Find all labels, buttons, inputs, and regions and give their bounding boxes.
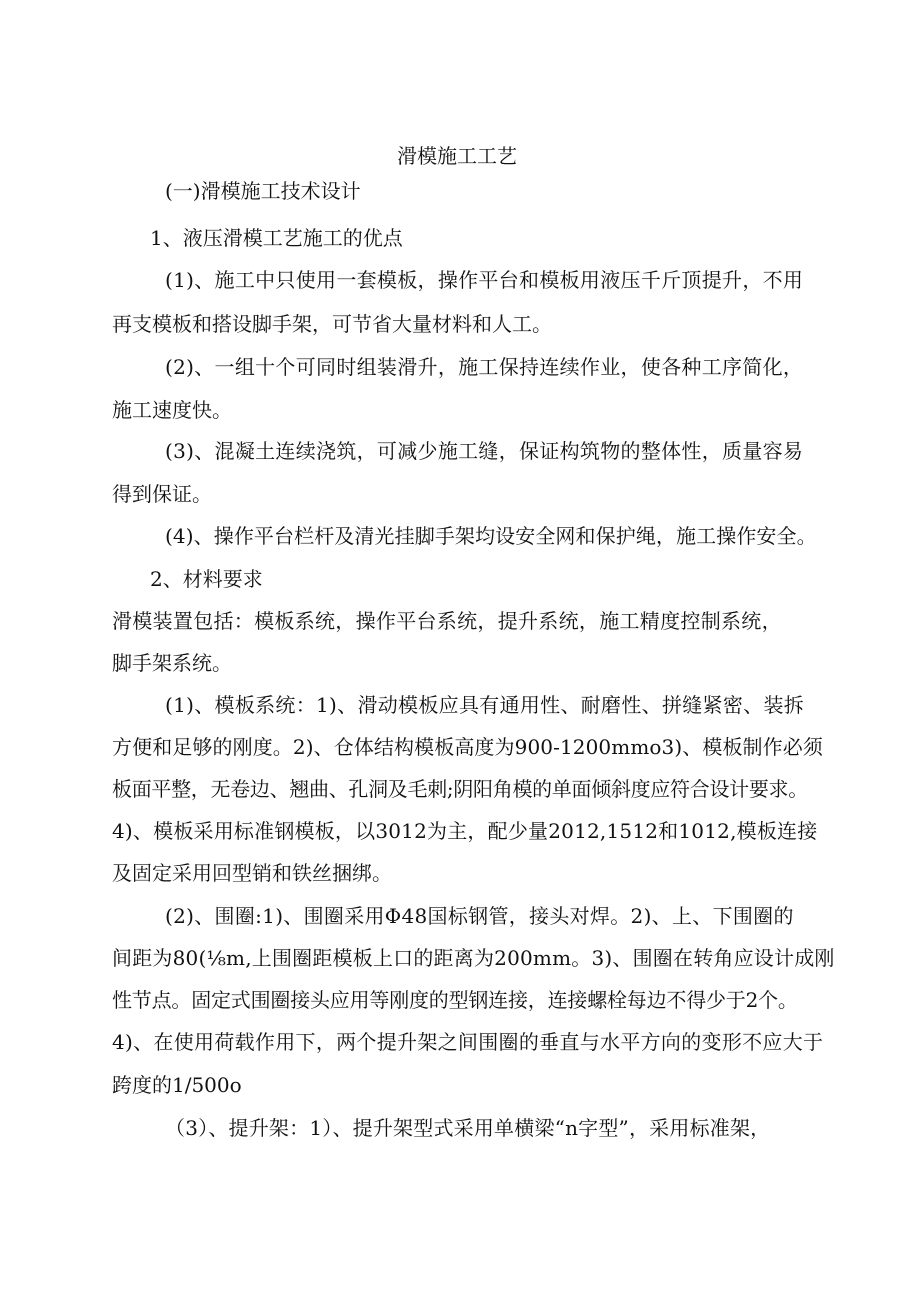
paragraph-line: 施工速度快。 — [112, 398, 232, 422]
paragraph-line: 及固定采用回型销和铁丝捆绑。 — [112, 861, 392, 885]
paragraph-line: (4)、操作平台栏杆及清光挂脚手架均设安全网和保护绳，施工操作安全。 — [165, 524, 817, 548]
paragraph-line: (2)、围圈:1)、围圈采用Φ48国标钢管，接头对焊。2)、上、下围圈的 — [165, 904, 794, 928]
paragraph-line: (1)、施工中只使用一套模板，操作平台和模板用液压千斤顶提升，不用 — [165, 268, 804, 292]
paragraph-line: 再支模板和搭设脚手架，可节省大量材料和人工。 — [112, 312, 552, 336]
paragraph-line: 方便和足够的刚度。2)、仓体结构模板高度为900-1200mmo3)、模板制作必须 — [112, 735, 823, 759]
subsection-heading: 2、材料要求 — [150, 567, 263, 591]
paragraph-line: 4)、模板采用标准钢模板，以3012为主，配少量2012,1512和1012,模板连接 — [112, 819, 818, 843]
paragraph-line: 跨度的1/500o — [112, 1073, 242, 1097]
section-heading: (一)滑模施工技术设计 — [165, 179, 361, 203]
subsection-heading: 1、液压滑模工艺施工的优点 — [150, 226, 403, 250]
paragraph-line: 4)、在使用荷载作用下，两个提升架之间围圈的垂直与水平方向的变形不应大于 — [112, 1030, 824, 1054]
paragraph-line: (1)、模板系统：1)、滑动模板应具有通用性、耐磨性、拼缝紧密、装拆 — [165, 693, 805, 717]
paragraph-line: （3）、提升架：1）、提升架型式采用单横梁“n字型”，采用标准架， — [165, 1116, 771, 1140]
paragraph-line: (3)、混凝土连续浇筑，可减少施工缝，保证构筑物的整体性，质量容易 — [165, 439, 804, 463]
paragraph-line: 板面平整，无卷边、翘曲、孔洞及毛刺;阴阳角模的单面倾斜度应符合设计要求。 — [112, 777, 808, 801]
paragraph-line: (2)、一组十个可同时组装滑升，施工保持连续作业，使各种工序简化， — [165, 355, 804, 379]
paragraph-line: 间距为80(⅛m,上围圈距模板上口的距离为200mm。3)、围圈在转角应设计成刚 — [112, 946, 835, 970]
paragraph-line: 滑模装置包括：模板系统，操作平台系统，提升系统，施工精度控制系统， — [112, 609, 782, 633]
paragraph-line: 脚手架系统。 — [112, 651, 232, 675]
paragraph-line: 得到保证。 — [112, 482, 212, 506]
paragraph-line: 性节点。固定式围圈接头应用等刚度的型钢连接，连接螺栓每边不得少于2个。 — [112, 988, 798, 1012]
document-title: 滑模施工工艺 — [397, 144, 517, 168]
